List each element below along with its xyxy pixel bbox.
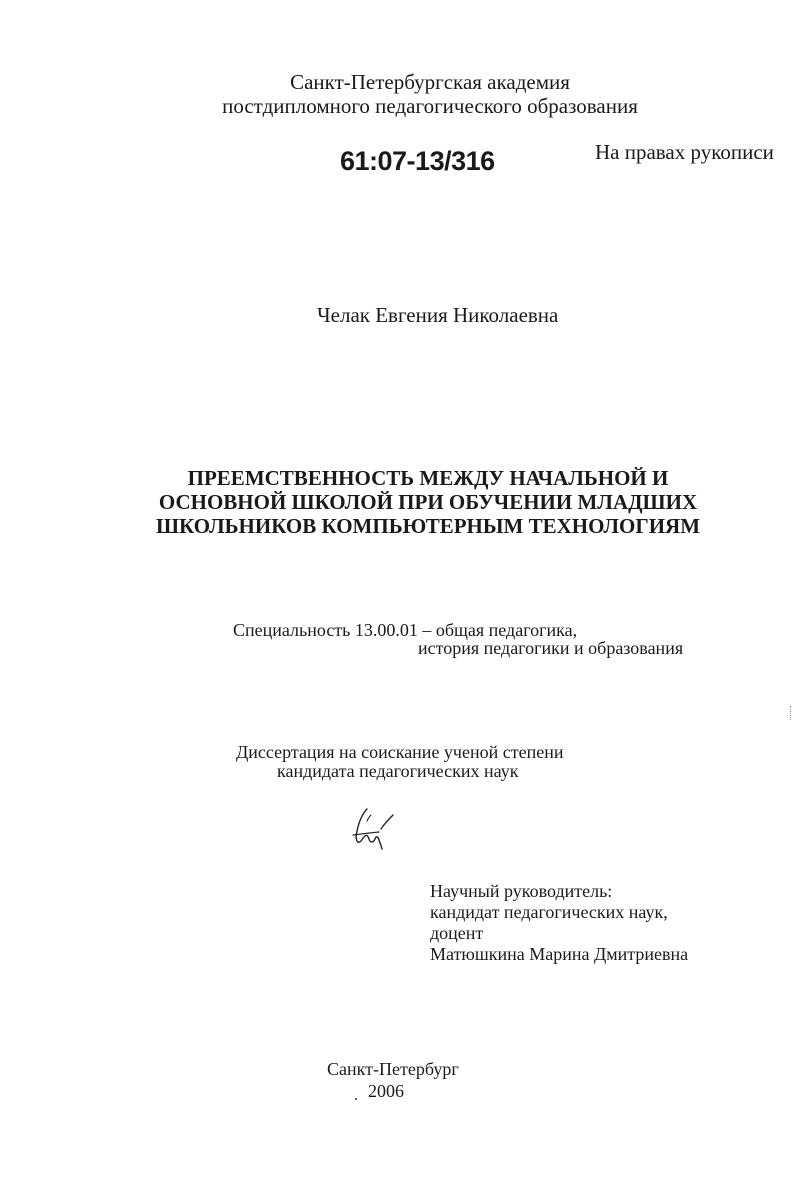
manuscript-note: На правах рукописи	[595, 140, 774, 164]
author-name: Челак Евгения Николаевна	[317, 303, 559, 327]
degree-line-1: Диссертация на соискание ученой степени	[236, 742, 564, 762]
title-line-2: ОСНОВНОЙ ШКОЛОЙ ПРИ ОБУЧЕНИИ МЛАДШИХ	[158, 490, 698, 514]
title-line-1: ПРЕЕМСТВЕННОСТЬ МЕЖДУ НАЧАЛЬНОЙ И	[187, 466, 669, 490]
publication-city: Санкт-Петербург	[327, 1059, 459, 1079]
specialty-line-2: история педагогики и образования	[418, 638, 684, 658]
institution-line-2: постдипломного педагогического образования	[222, 94, 638, 118]
supervisor-rank: доцент	[430, 923, 484, 943]
scan-speck	[355, 1098, 357, 1100]
supervisor-name: Матюшкина Марина Дмитриевна	[430, 944, 689, 964]
specialty-line-1: Специальность 13.00.01 – общая педагогика,	[233, 620, 578, 640]
scan-edge-mark	[790, 706, 793, 720]
degree-line-2: кандидата педагогических наук	[277, 761, 519, 781]
catalog-code: 61:07-13/316	[340, 146, 495, 176]
institution-line-1: Санкт-Петербургская академия	[290, 70, 570, 94]
institution-name	[0, 70, 796, 118]
supervisor-heading: Научный руководитель:	[430, 881, 613, 901]
title-line-3: ШКОЛЬНИКОВ КОМПЬЮТЕРНЫМ ТЕХНОЛОГИЯМ	[155, 514, 701, 538]
handwritten-signature	[345, 805, 397, 857]
supervisor-degree: кандидат педагогических наук,	[430, 902, 668, 922]
dissertation-title	[0, 466, 796, 538]
publication-year: 2006	[368, 1081, 404, 1101]
supervisor-block	[430, 881, 688, 965]
